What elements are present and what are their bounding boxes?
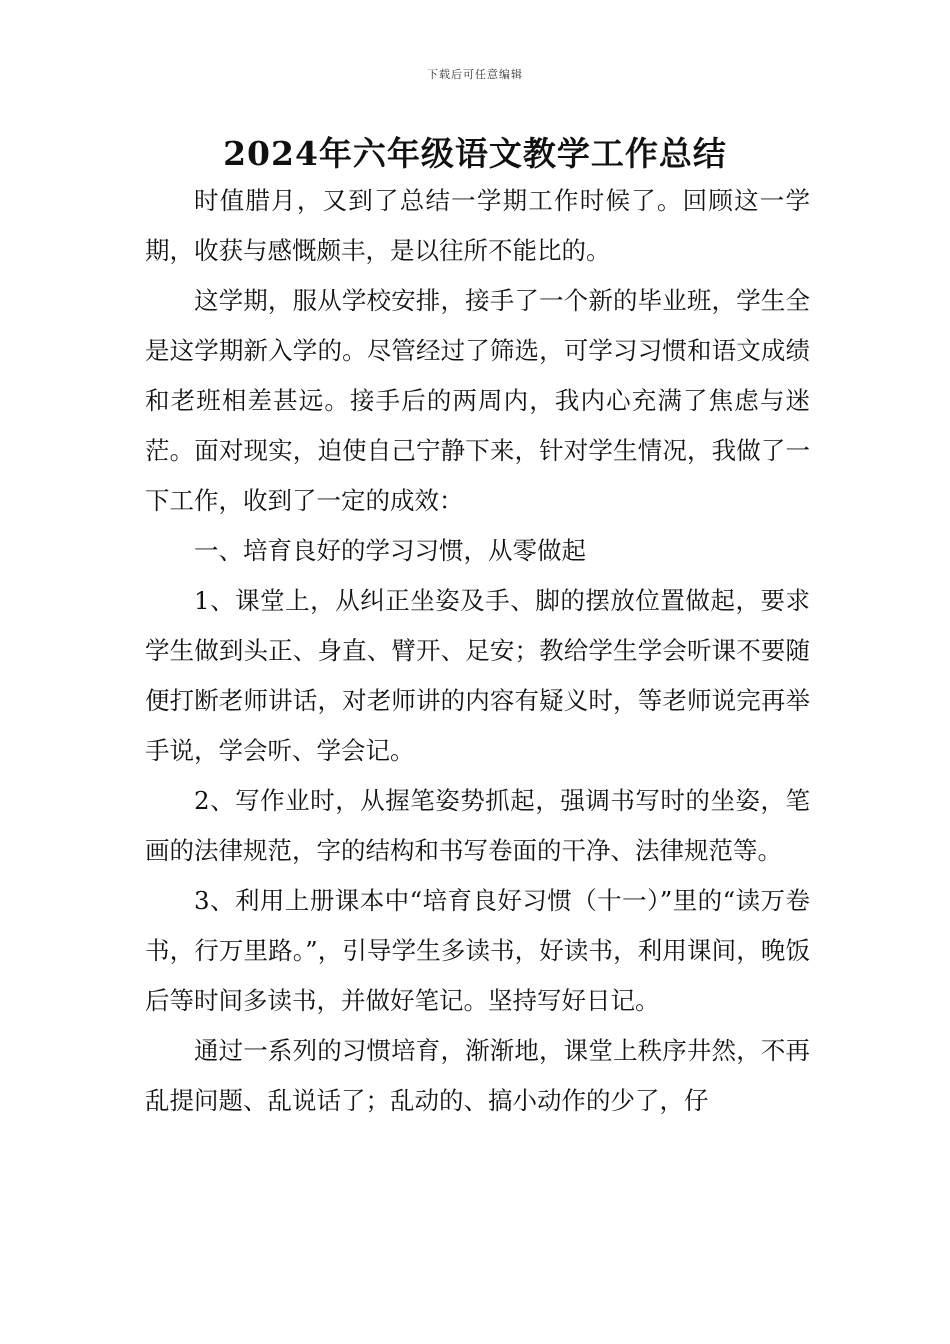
document-body bbox=[145, 176, 810, 1126]
paragraph-item-1: 1、课堂上，从纠正坐姿及手、脚的摆放位置做起，要求学生做到头正、身直、臂开、足安；教给学生学会听课不要随便打断老师讲话，对老师讲的内容有疑义时，等老师说完再举手说，学会听、学会记。 bbox=[145, 586, 810, 765]
paragraph-item-2: 2、写作业时，从握笔姿势抓起，强调书写时的坐姿，笔画的法律规范，字的结构和书写卷面的干净、法律规范等。 bbox=[145, 786, 810, 865]
paragraph-item-3: 3、利用上册课本中“培育良好习惯（十一）”里的“读万卷书，行万里路。”，引导学生多读书，好读书，利用课间，晚饭后等时间多读书，并做好笔记。坚持写好日记。 bbox=[145, 886, 810, 1015]
paragraph-intro: 时值腊月，又到了总结一学期工作时候了。回顾这一学期，收获与感慨颇丰，是以往所不能比的。 bbox=[145, 186, 810, 265]
paragraph-results: 通过一系列的习惯培育，渐渐地，课堂上秩序井然，不再乱提问题、乱说话了；乱动的、搞小动作的少了，仔 bbox=[145, 1036, 810, 1115]
page-header-note: 下载后可任意编辑 bbox=[427, 68, 523, 81]
section-heading-habits: 一、培育良好的学习习惯，从零做起 bbox=[194, 536, 586, 565]
paragraph-situation: 这学期，服从学校安排，接手了一个新的毕业班，学生全是这学期新入学的。尽管经过了筛选，可学习习惯和语文成绩和老班相差甚远。接手后的两周内，我内心充满了焦虑与迷茫。面对现实，迫使自己宁静下来，针对学生情况，我做了一下工作，收到了一定的成效： bbox=[145, 286, 810, 515]
document-title: 2024年六年级语文教学工作总结 bbox=[223, 134, 727, 173]
